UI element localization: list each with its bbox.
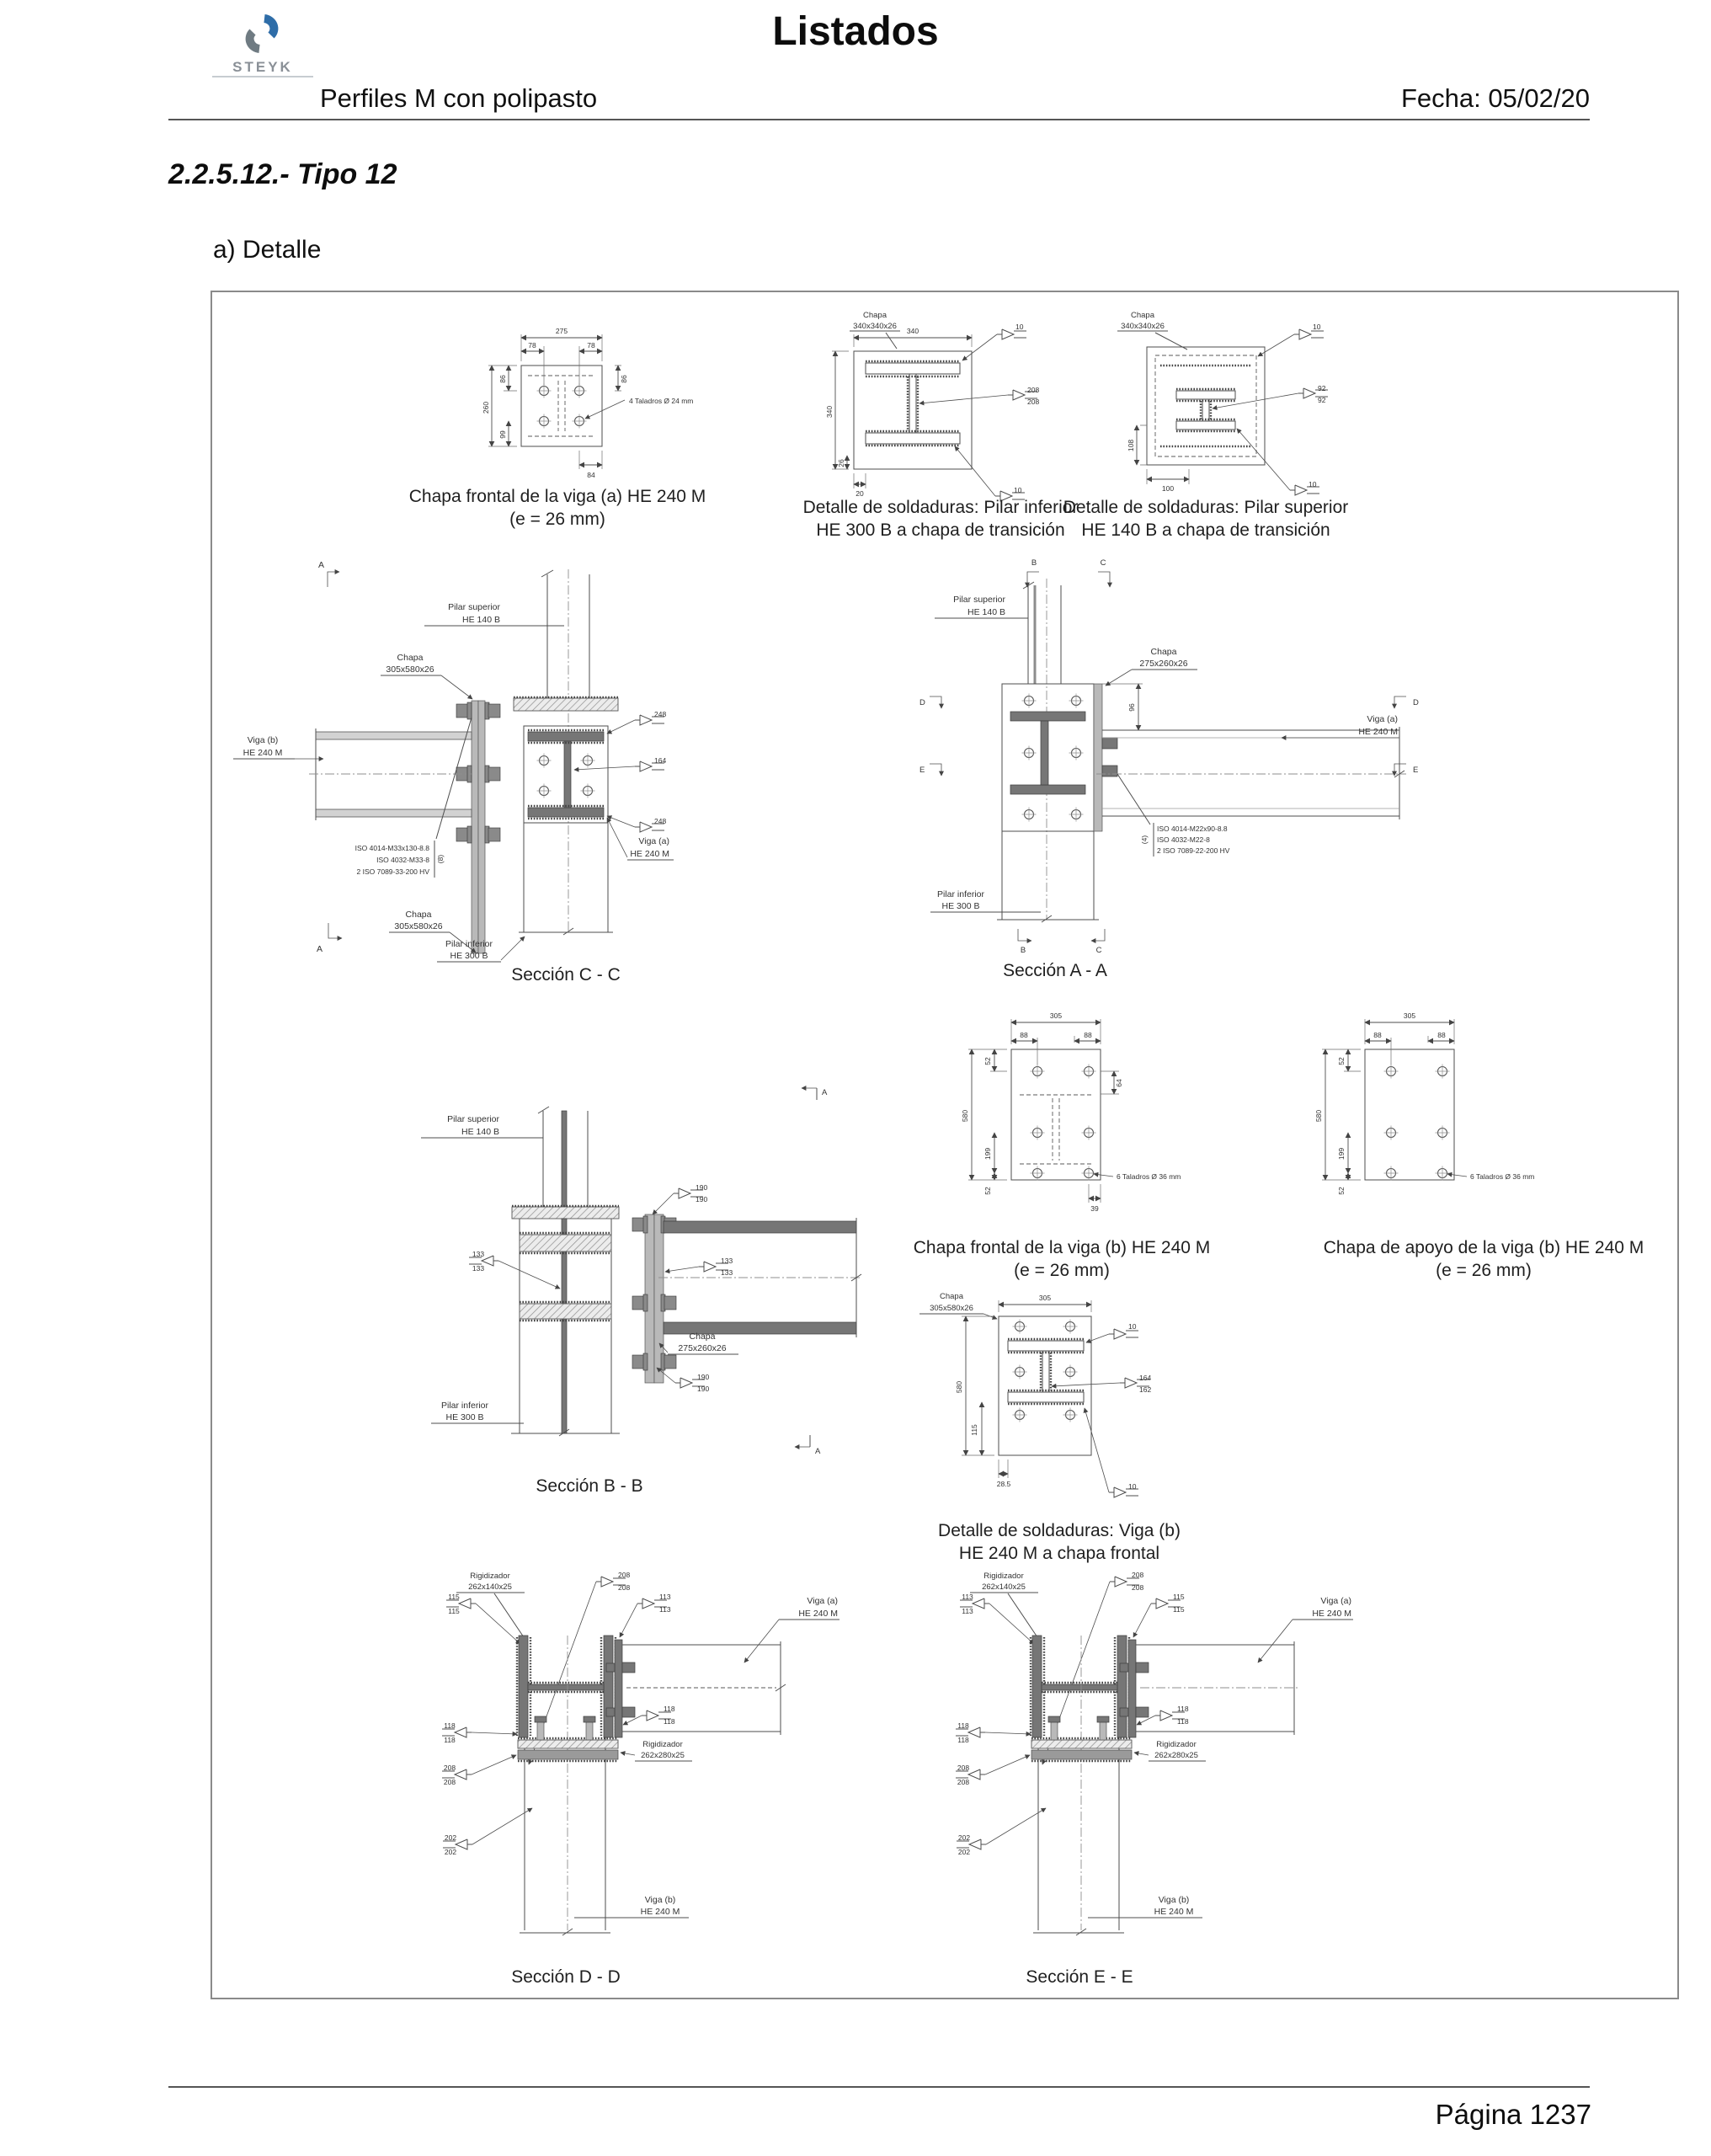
svg-text:133: 133 (472, 1264, 485, 1273)
svg-text:208: 208 (957, 1778, 970, 1786)
svg-text:100: 100 (1161, 484, 1175, 493)
logo-text: STEYK (212, 60, 313, 77)
svg-text:HE 300 B: HE 300 B (450, 951, 488, 961)
project-subtitle: Perfiles M con polipasto (320, 83, 598, 113)
svg-text:580: 580 (961, 1109, 969, 1123)
page-number: Página 1237 (1435, 2099, 1591, 2130)
svg-text:305: 305 (1038, 1294, 1052, 1302)
svg-text:Viga (a): Viga (a) (638, 836, 669, 846)
svg-text:115: 115 (970, 1424, 978, 1436)
svg-text:A: A (822, 1088, 828, 1097)
svg-text:96: 96 (1127, 703, 1136, 712)
svg-text:D: D (919, 698, 925, 707)
caption-soldaduras-pilar-superior: Detalle de soldaduras: Pilar superior HE 140 B a chapa de transición (1063, 498, 1349, 540)
caption-seccion-bb: Sección B - B (536, 1476, 643, 1496)
svg-text:Rigidizador: Rigidizador (642, 1740, 683, 1749)
svg-text:20: 20 (856, 489, 864, 498)
svg-text:305x580x26: 305x580x26 (394, 921, 443, 931)
svg-text:78: 78 (587, 341, 595, 350)
svg-text:275: 275 (555, 327, 568, 335)
svg-text:HE 240 M: HE 240 M (640, 1907, 680, 1917)
svg-text:118: 118 (444, 1736, 456, 1744)
caption-soldaduras-viga-b: Detalle de soldaduras: Viga (b) HE 240 M a chapa frontal (938, 1521, 1181, 1563)
svg-text:Chapa: Chapa (863, 311, 887, 320)
svg-text:118: 118 (1177, 1705, 1189, 1713)
detail-frame (211, 291, 1679, 1999)
svg-text:208: 208 (957, 1764, 970, 1772)
caption-chapa-frontal-viga-a: Chapa frontal de la viga (a) HE 240 M (e = 26 mm) (408, 487, 706, 529)
svg-text:Rigidizador: Rigidizador (470, 1572, 510, 1581)
svg-text:115: 115 (448, 1593, 460, 1601)
svg-text:275x260x26: 275x260x26 (1139, 659, 1188, 669)
svg-text:52: 52 (1337, 1057, 1346, 1065)
svg-text:305: 305 (1049, 1011, 1063, 1020)
svg-text:115: 115 (1173, 1605, 1185, 1614)
svg-text:Viga (a): Viga (a) (807, 1596, 838, 1606)
caption-seccion-cc: Sección C - C (511, 965, 621, 985)
svg-text:Pilar superior: Pilar superior (447, 1114, 499, 1124)
svg-text:115: 115 (448, 1607, 460, 1615)
svg-text:Viga (b): Viga (b) (644, 1895, 676, 1905)
svg-text:A: A (317, 944, 323, 954)
svg-text:2 ISO 7089-33-200 HV: 2 ISO 7089-33-200 HV (356, 867, 429, 876)
svg-text:ISO 4014-M22x90-8.8: ISO 4014-M22x90-8.8 (1157, 825, 1228, 833)
svg-text:HE 300 B: HE 300 B (941, 901, 980, 911)
svg-text:118: 118 (1177, 1717, 1189, 1726)
svg-text:B: B (1020, 946, 1026, 955)
svg-text:113: 113 (659, 1605, 671, 1614)
svg-text:10: 10 (1313, 323, 1321, 331)
svg-text:190: 190 (697, 1373, 710, 1381)
svg-text:B: B (1031, 558, 1037, 568)
svg-text:208: 208 (1027, 386, 1040, 394)
drawing-seccion-dd (364, 1560, 886, 1951)
header-rule (168, 119, 1590, 120)
svg-text:88: 88 (1020, 1031, 1028, 1039)
svg-text:340: 340 (906, 327, 919, 335)
svg-text:C: C (1095, 946, 1102, 955)
svg-text:202: 202 (444, 1833, 457, 1842)
svg-text:164: 164 (1139, 1374, 1152, 1382)
date-label: Fecha: 05/02/20 (1400, 83, 1590, 113)
caption-seccion-aa: Sección A - A (1003, 961, 1107, 980)
svg-text:HE 240 M: HE 240 M (1154, 1907, 1194, 1917)
drill-note: 6 Taladros Ø 36 mm (1470, 1172, 1535, 1181)
svg-text:52: 52 (1337, 1187, 1346, 1195)
svg-text:78: 78 (528, 341, 536, 350)
svg-text:HE 240 M: HE 240 M (243, 748, 283, 758)
svg-text:HE 140 B: HE 140 B (462, 615, 500, 625)
svg-text:86: 86 (498, 375, 507, 383)
svg-text:10: 10 (1128, 1482, 1137, 1491)
svg-text:Rigidizador: Rigidizador (1156, 1740, 1197, 1749)
svg-text:HE 140 B: HE 140 B (967, 607, 1005, 617)
svg-text:305x580x26: 305x580x26 (386, 664, 434, 675)
svg-text:118: 118 (957, 1736, 969, 1744)
svg-text:248: 248 (654, 710, 667, 718)
svg-text:Chapa: Chapa (1150, 647, 1177, 657)
svg-text:Viga (b): Viga (b) (1158, 1895, 1190, 1905)
svg-text:580: 580 (1314, 1109, 1323, 1123)
svg-text:190: 190 (696, 1195, 708, 1203)
svg-text:340x340x26: 340x340x26 (1121, 322, 1165, 331)
svg-text:52: 52 (983, 1187, 992, 1195)
svg-text:(4): (4) (1140, 835, 1149, 845)
svg-text:39: 39 (1090, 1204, 1099, 1213)
svg-text:248: 248 (654, 817, 667, 825)
svg-text:A: A (815, 1447, 821, 1456)
svg-text:10: 10 (1015, 323, 1024, 331)
svg-text:208: 208 (443, 1778, 456, 1786)
svg-text:E: E (1413, 766, 1419, 775)
svg-text:Pilar inferior: Pilar inferior (440, 1401, 489, 1411)
svg-text:275x260x26: 275x260x26 (678, 1343, 727, 1353)
svg-text:(8): (8) (436, 854, 445, 864)
svg-text:305: 305 (1403, 1011, 1416, 1020)
svg-text:202: 202 (957, 1848, 971, 1856)
svg-text:133: 133 (721, 1268, 733, 1277)
svg-text:88: 88 (1084, 1031, 1092, 1039)
svg-text:Viga (b): Viga (b) (247, 735, 279, 745)
svg-text:208: 208 (443, 1764, 456, 1772)
svg-text:262x140x25: 262x140x25 (982, 1582, 1026, 1592)
svg-text:118: 118 (664, 1717, 675, 1726)
svg-text:208: 208 (618, 1583, 631, 1592)
svg-text:Chapa: Chapa (1131, 311, 1154, 320)
svg-text:ISO 4014-M33x130-8.8: ISO 4014-M33x130-8.8 (354, 844, 429, 852)
caption-soldaduras-pilar-inferior: Detalle de soldaduras: Pilar inferior HE 300 B a chapa de transición (802, 498, 1079, 540)
svg-text:64: 64 (1115, 1079, 1123, 1087)
drawing-seccion-cc (229, 549, 701, 970)
svg-text:190: 190 (697, 1385, 710, 1393)
caption-chapa-frontal-viga-b: Chapa frontal de la viga (b) HE 240 M (e = 26 mm) (913, 1238, 1211, 1280)
svg-text:2 ISO 7089-22-200 HV: 2 ISO 7089-22-200 HV (1157, 846, 1230, 855)
svg-text:Viga (a): Viga (a) (1320, 1596, 1351, 1606)
svg-text:202: 202 (444, 1848, 457, 1856)
svg-text:28.5: 28.5 (996, 1480, 1011, 1488)
svg-text:118: 118 (664, 1705, 675, 1713)
svg-text:26: 26 (837, 459, 845, 467)
svg-text:ISO 4032-M22-8: ISO 4032-M22-8 (1157, 835, 1210, 844)
drawing-seccion-aa (861, 545, 1442, 966)
svg-text:133: 133 (472, 1250, 485, 1258)
svg-text:113: 113 (962, 1593, 973, 1601)
svg-text:10: 10 (1309, 480, 1317, 488)
svg-text:133: 133 (721, 1257, 733, 1265)
svg-text:162: 162 (1139, 1385, 1152, 1394)
drill-note: 6 Taladros Ø 36 mm (1117, 1172, 1181, 1181)
svg-text:190: 190 (696, 1183, 708, 1192)
svg-text:C: C (1100, 558, 1106, 568)
drawing-chapa-apoyo-viga-b (1298, 1004, 1677, 1231)
drill-note: 4 Taladros Ø 24 mm (629, 397, 694, 405)
subsection-label: a) Detalle (213, 236, 322, 264)
svg-text:262x280x25: 262x280x25 (641, 1751, 685, 1760)
svg-text:Pilar inferior: Pilar inferior (936, 889, 985, 899)
svg-text:92: 92 (1318, 396, 1326, 404)
svg-text:580: 580 (955, 1380, 963, 1394)
svg-text:HE 240 M: HE 240 M (1312, 1609, 1351, 1619)
svg-text:199: 199 (983, 1147, 992, 1161)
svg-text:88: 88 (1437, 1031, 1446, 1039)
svg-text:208: 208 (1027, 398, 1040, 406)
svg-text:88: 88 (1373, 1031, 1382, 1039)
svg-text:Chapa: Chapa (940, 1292, 963, 1301)
svg-text:HE 140 B: HE 140 B (461, 1127, 499, 1137)
svg-text:340: 340 (825, 405, 834, 419)
svg-text:Pilar inferior: Pilar inferior (445, 939, 493, 949)
svg-text:118: 118 (957, 1721, 969, 1730)
page-title: Listados (772, 9, 939, 54)
svg-text:HE 240 M: HE 240 M (1358, 727, 1398, 737)
svg-text:262x140x25: 262x140x25 (468, 1582, 512, 1592)
svg-text:10: 10 (1014, 486, 1022, 494)
svg-text:A: A (318, 560, 325, 570)
svg-text:84: 84 (587, 471, 595, 479)
drawing-soldaduras-viga-b (894, 1282, 1298, 1526)
drawing-chapa-frontal-viga-b (945, 1004, 1324, 1231)
svg-text:108: 108 (1127, 439, 1135, 452)
svg-text:Chapa: Chapa (405, 910, 432, 920)
svg-text:340x340x26: 340x340x26 (853, 322, 897, 331)
svg-text:113: 113 (659, 1593, 671, 1601)
svg-text:10: 10 (1128, 1322, 1137, 1331)
svg-text:HE 240 M: HE 240 M (798, 1609, 838, 1619)
drawing-seccion-ee (877, 1560, 1399, 1951)
caption-seccion-ee: Sección E - E (1026, 1967, 1133, 1987)
svg-text:E: E (919, 766, 925, 775)
svg-text:Pilar superior: Pilar superior (953, 595, 1005, 605)
svg-text:208: 208 (1132, 1571, 1144, 1579)
svg-text:115: 115 (1173, 1593, 1185, 1601)
svg-text:208: 208 (618, 1571, 631, 1579)
svg-text:262x280x25: 262x280x25 (1154, 1751, 1198, 1760)
svg-text:86: 86 (620, 375, 628, 383)
svg-text:92: 92 (1318, 384, 1326, 392)
svg-text:260: 260 (482, 401, 490, 414)
svg-text:202: 202 (957, 1833, 971, 1842)
svg-text:52: 52 (983, 1057, 992, 1065)
svg-text:118: 118 (444, 1721, 456, 1730)
caption-seccion-dd: Sección D - D (511, 1967, 621, 1987)
svg-text:D: D (1413, 698, 1419, 707)
svg-text:Pilar superior: Pilar superior (448, 602, 500, 612)
svg-text:Rigidizador: Rigidizador (983, 1572, 1024, 1581)
svg-text:208: 208 (1132, 1583, 1144, 1592)
svg-text:164: 164 (654, 756, 667, 765)
svg-text:HE 240 M: HE 240 M (630, 849, 669, 859)
svg-text:99: 99 (498, 430, 507, 439)
svg-text:Chapa: Chapa (689, 1331, 716, 1342)
svg-text:HE 300 B: HE 300 B (445, 1412, 484, 1422)
svg-text:305x580x26: 305x580x26 (930, 1304, 973, 1313)
svg-text:199: 199 (1337, 1147, 1346, 1161)
footer-rule (168, 2086, 1590, 2088)
svg-text:113: 113 (962, 1607, 973, 1615)
svg-text:Chapa: Chapa (397, 653, 424, 663)
svg-text:ISO 4032-M33-8: ISO 4032-M33-8 (376, 856, 429, 864)
caption-chapa-apoyo-viga-b: Chapa de apoyo de la viga (b) HE 240 M (e = 26 mm) (1323, 1238, 1644, 1280)
section-heading: 2.2.5.12.- Tipo 12 (168, 158, 397, 190)
svg-text:Viga (a): Viga (a) (1367, 714, 1398, 724)
